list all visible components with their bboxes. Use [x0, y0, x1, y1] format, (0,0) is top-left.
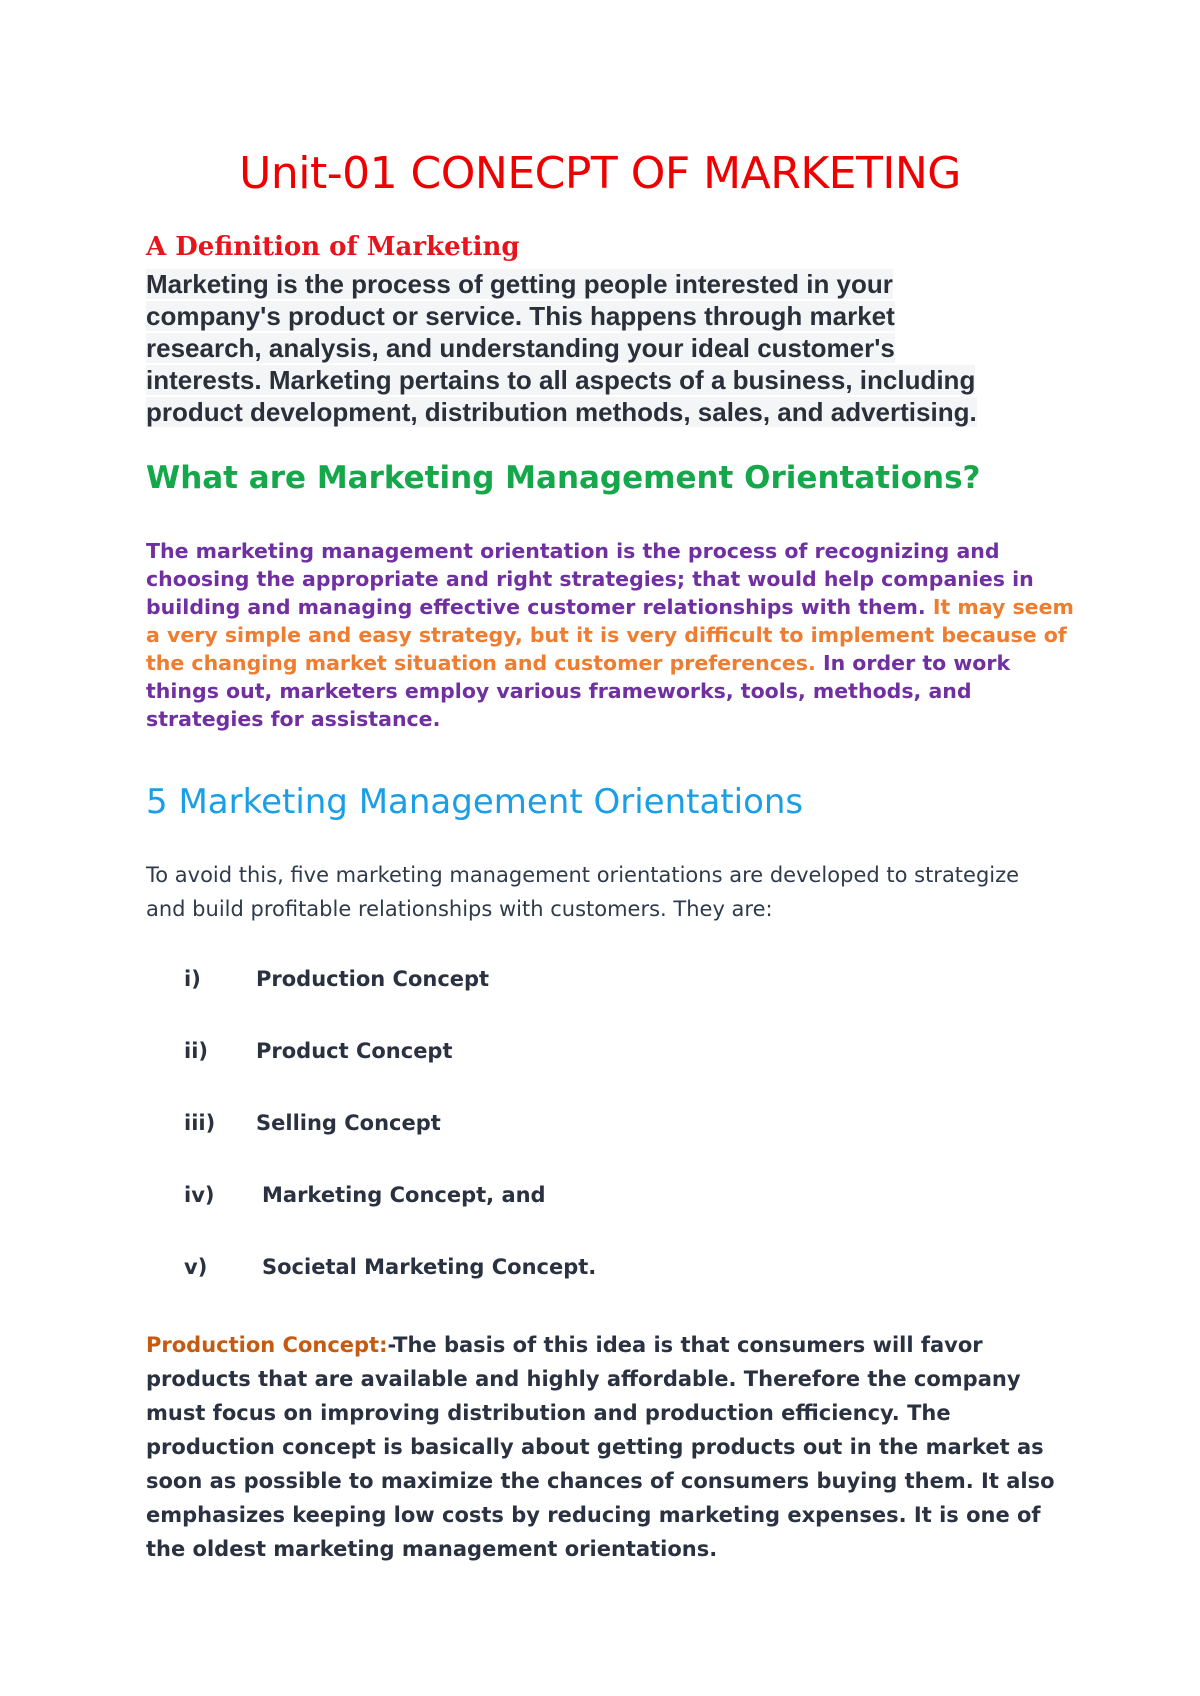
list-item-number: iii): [184, 1111, 216, 1135]
list-item-text: Product Concept: [256, 1039, 453, 1063]
list-item-number: i): [184, 967, 201, 991]
list-item-text: Production Concept: [256, 967, 490, 991]
orientations-text-orange: It may seem a very simple and easy strategy, but it is very difficult to implement because of the changing market situation and customer preferences.: [146, 595, 1074, 675]
five-orientations-heading: 5 Marketing Management Orientations: [146, 782, 804, 822]
list-item-number: v): [184, 1255, 208, 1279]
orientations-text-purple-2: In order to work things out, marketers employ various frameworks, tools, methods, and strategies for assistance.: [146, 651, 1011, 731]
list-item-text: Societal Marketing Concept.: [262, 1255, 597, 1279]
definition-line: company's product or service. This happens through market: [146, 301, 895, 331]
definition-heading: A Definition of Marketing: [146, 232, 520, 262]
orientations-text-purple: The marketing management orientation is the process of recognizing and choosing the appropriate and right strategies; that would help companies in building and managing effective customer relationships with them.: [146, 539, 1034, 619]
production-concept-text: -The basis of this idea is that consumers will favor products that are available and highly affordable. Therefore the company must focus on improving distribution and production efficiency. The production concept is basically about getting products out in the market as soon as possible to maximize the chances of consumers buying them. It also emphasizes keeping low costs by reducing marketing expenses. It is one of the oldest marketing management orientations.: [146, 1333, 1055, 1561]
definition-line: Marketing is the process of getting people interested in your: [146, 269, 893, 299]
list-item-number: ii): [184, 1039, 208, 1063]
orientations-heading: What are Marketing Management Orientations?: [146, 460, 981, 496]
list-item-text: Selling Concept: [256, 1111, 441, 1135]
production-concept-label: Production Concept:: [146, 1333, 388, 1357]
definition-line: research, analysis, and understanding your ideal customer's: [146, 333, 895, 363]
list-item-text: Marketing Concept, and: [262, 1183, 546, 1207]
definition-line: interests. Marketing pertains to all aspects of a business, including: [146, 365, 976, 395]
production-concept-paragraph: [146, 1328, 1076, 1566]
orientations-paragraph: [146, 537, 1086, 733]
five-orientations-intro: To avoid this, five marketing management orientations are developed to strategize and build profitable relationships with customers. They are:: [146, 863, 1020, 921]
definition-line: product development, distribution methods, sales, and advertising.: [146, 397, 977, 427]
page-title: Unit-01 CONECPT OF MARKETING: [239, 148, 961, 199]
definition-paragraph: [146, 268, 1036, 428]
list-item-number: iv): [184, 1183, 215, 1207]
